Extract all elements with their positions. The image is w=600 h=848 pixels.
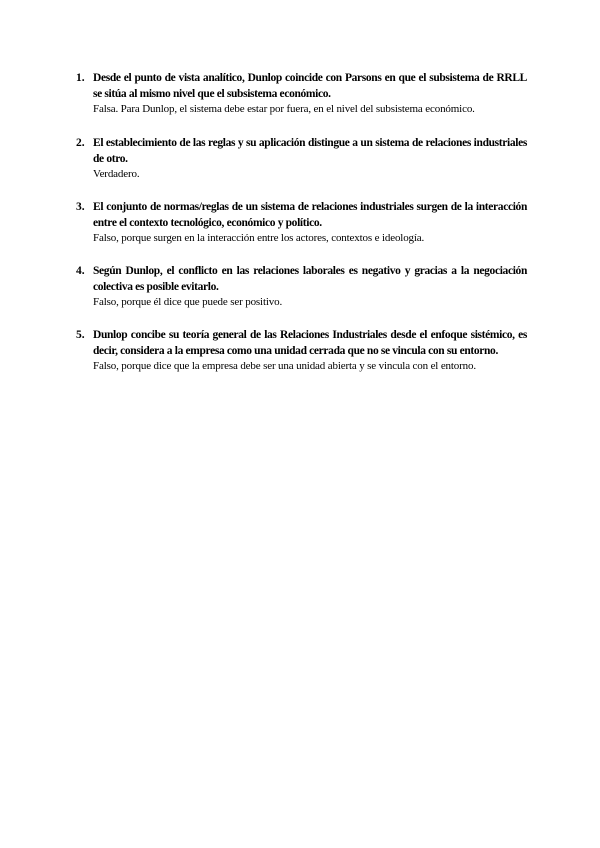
- answer-text: Falso, porque surgen en la interacción entre los actores, contextos e ideología.: [93, 232, 425, 244]
- question-text: El establecimiento de las reglas y su aplicación distingue a un sistema de relaciones industriales de otro.: [93, 137, 527, 165]
- question-text: Dunlop concibe su teoría general de las Relaciones Industriales desde el enfoque sistémico, es decir, considera a la empresa como una unidad cerrada que no se vincula con su entorno.: [93, 329, 527, 357]
- answer-text: Verdadero.: [93, 168, 140, 180]
- list-item-4: [76, 264, 527, 311]
- question-text: Desde el punto de vista analítico, Dunlop coincide con Parsons en que el subsistema de RRLL se sitúa al mismo nivel que el subsistema económico.: [93, 72, 527, 100]
- answer-text: Falso, porque dice que la empresa debe ser una unidad abierta y se vincula con el entorno.: [93, 360, 476, 372]
- item-number: 3.: [76, 201, 85, 213]
- list-item-5: [76, 328, 527, 375]
- item-number: 2.: [76, 137, 85, 149]
- answer-text: Falsa. Para Dunlop, el sistema debe estar por fuera, en el nivel del subsistema económico.: [93, 103, 475, 115]
- answer-text: Falso, porque él dice que puede ser positivo.: [93, 296, 283, 308]
- list-item-1: [76, 71, 527, 118]
- item-number: 4.: [76, 265, 85, 277]
- item-number: 1.: [76, 72, 85, 84]
- item-number: 5.: [76, 329, 85, 341]
- list-item-2: [76, 136, 527, 183]
- question-text: Según Dunlop, el conflicto en las relaciones laborales es negativo y gracias a la negociación colectiva es posible evitarlo.: [93, 265, 527, 293]
- list-item-3: [76, 200, 527, 247]
- question-text: El conjunto de normas/reglas de un sistema de relaciones industriales surgen de la interacción entre el contexto tecnológico, económico y político.: [93, 201, 527, 229]
